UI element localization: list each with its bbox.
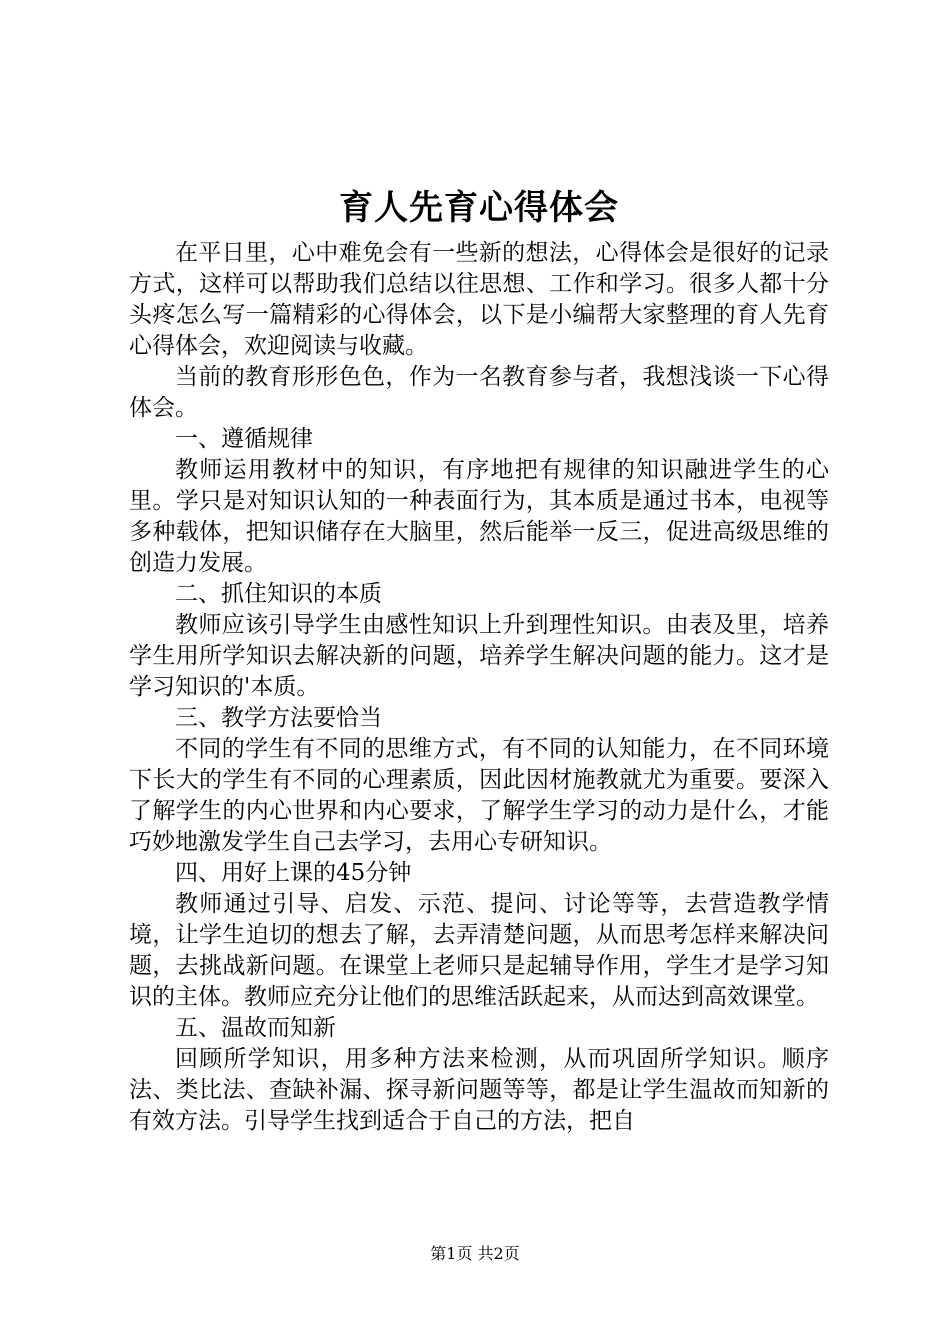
- paragraph-section-1: 教师运用教材中的知识，有序地把有规律的知识融进学生的心里。学只是对知识认知的一种表面行为，其本质是通过书本，电视等多种载体，把知识储存在大脑里，然后能举一反三，促进高级思维的创造力发展。: [129, 457, 829, 576]
- page-footer: 第1页 共2页: [430, 1244, 520, 1263]
- document-body: [129, 238, 829, 1137]
- section-heading-1: 一、遵循规律: [175, 426, 313, 452]
- section-heading-3: 三、教学方法要恰当: [175, 705, 382, 731]
- document-page: [129, 186, 829, 1137]
- paragraph-intro: 在平日里，心中难免会有一些新的想法，心得体会是很好的记录方式，这样可以帮助我们总结以往思想、工作和学习。很多人都十分头疼怎么写一篇精彩的心得体会，以下是小编帮大家整理的育人先育心得体会，欢迎阅读与收藏。: [129, 240, 829, 359]
- paragraph-section-4: 教师通过引导、启发、示范、提问、讨论等等，去营造教学情境，让学生迫切的想去了解，去弄清楚问题，从而思考怎样来解决问题，去挑战新问题。在课堂上老师只是起辅导作用，学生才是学习知识的主体。教师应充分让他们的思维活跃起来，从而达到高效课堂。: [129, 891, 829, 1010]
- section-heading-4: 四、用好上课的45分钟: [175, 860, 412, 886]
- paragraph-preface: 当前的教育形形色色，作为一名教育参与者，我想浅谈一下心得体会。: [129, 364, 829, 421]
- section-heading-5: 五、温故而知新: [175, 1015, 336, 1041]
- paragraph-section-5: 回顾所学知识，用多种方法来检测，从而巩固所学知识。顺序法、类比法、查缺补漏、探寻新问题等等，都是让学生温故而知新的有效方法。引导学生找到适合于自己的方法，把自: [129, 1046, 829, 1134]
- paragraph-section-3: 不同的学生有不同的思维方式，有不同的认知能力，在不同环境下长大的学生有不同的心理素质，因此因材施教就尤为重要。要深入了解学生的内心世界和内心要求，了解学生学习的动力是什么，才能巧妙地激发学生自己去学习，去用心专研知识。: [129, 736, 829, 855]
- document-title: 育人先育心得体会: [339, 188, 619, 228]
- section-heading-2: 二、抓住知识的本质: [175, 581, 382, 607]
- paragraph-section-2: 教师应该引导学生由感性知识上升到理性知识。由表及里，培养学生用所学知识去解决新的问题，培养学生解决问题的能力。这才是学习知识的'本质。: [129, 612, 829, 700]
